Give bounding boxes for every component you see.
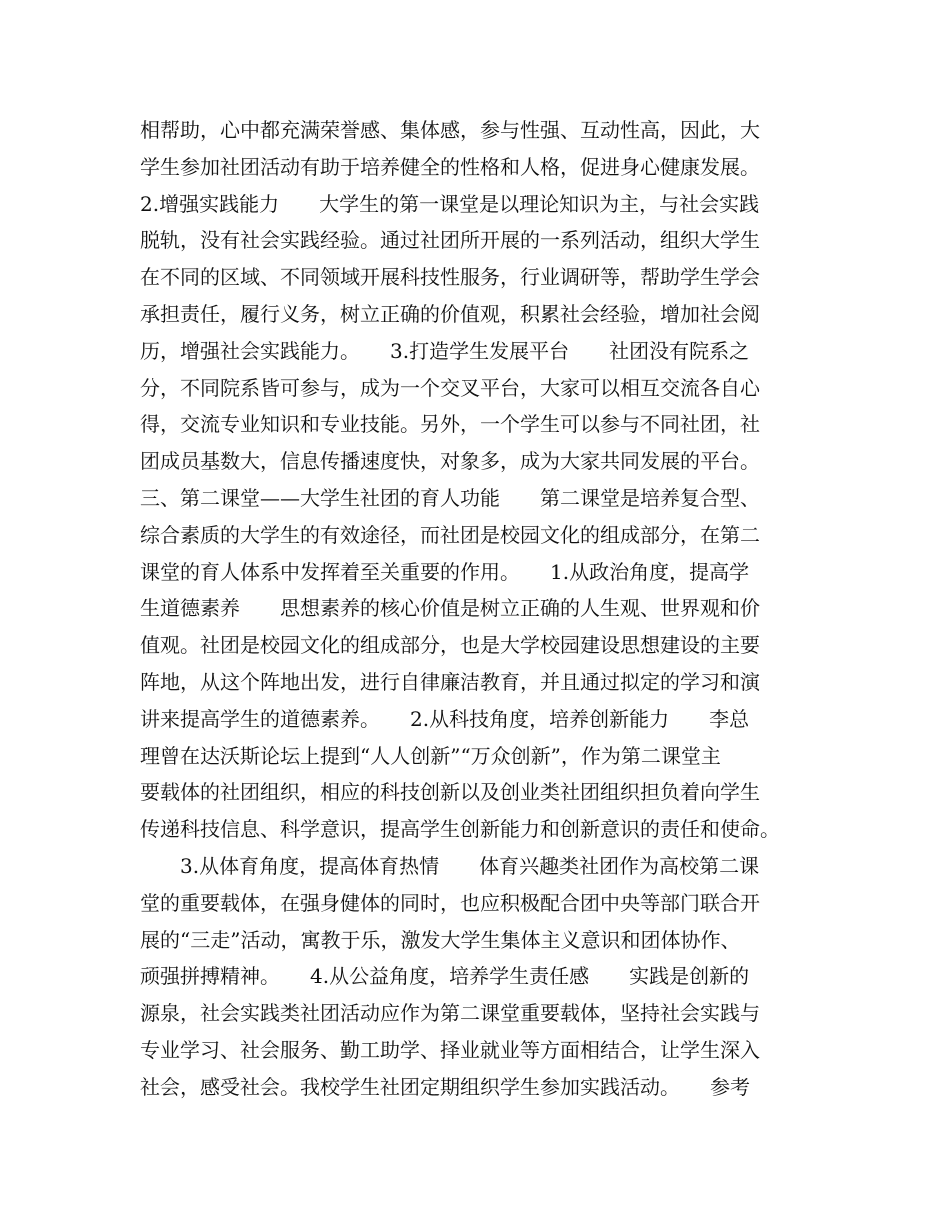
text-line-25: 源泉，社会实践类社团活动应作为第二课堂重要载体，坚持社会实践与 — [140, 1001, 760, 1026]
text-line-7: 历，增强社会实践能力。 3.打造学生发展平台 社团没有院系之 — [140, 338, 750, 363]
text-line-20: 传递科技信息、科学意识，提高学生创新能力和创新意识的责任和使命。 — [140, 817, 780, 842]
text-line-22: 堂的重要载体，在强身健体的同时，也应积极配合团中央等部门联合开 — [140, 890, 760, 915]
text-line-17: 讲来提高学生的道德素养。 2.从科技角度，培养创新能力 李总 — [140, 706, 750, 731]
text-line-26: 专业学习、社会服务、勤工助学、择业就业等方面相结合，让学生深入 — [140, 1037, 760, 1062]
text-line-1: 相帮助，心中都充满荣誉感、集体感，参与性强、互动性高，因此，大 — [140, 118, 760, 142]
text-line-9: 得，交流专业知识和专业技能。另外，一个学生可以参与不同社团，社 — [140, 412, 760, 437]
text-line-6: 承担责任，履行义务，树立正确的价值观，积累社会经验，增加社会阅 — [140, 301, 760, 326]
text-line-18: 理曾在达沃斯论坛上提到“人人创新”“万众创新”，作为第二课堂主 — [140, 743, 721, 768]
text-line-27: 社会，感受社会。我校学生社团定期组织学生参加实践活动。 参考 — [140, 1074, 750, 1099]
text-line-10: 团成员基数大，信息传播速度快，对象多，成为大家共同发展的平台。 — [140, 449, 760, 474]
text-line-2: 学生参加社团活动有助于培养健全的性格和人格，促进身心健康发展。 — [140, 154, 760, 179]
text-line-16: 阵地，从这个阵地出发，进行自律廉洁教育，并且通过拟定的学习和演 — [140, 669, 760, 694]
text-line-13: 课堂的育人体系中发挥着至关重要的作用。 1.从政治角度，提高学 — [140, 559, 750, 584]
text-line-23: 展的“三走”活动，寓教于乐，激发大学生集体主义意识和团体协作、 — [140, 927, 741, 952]
text-line-4: 脱轨，没有社会实践经验。通过社团所开展的一系列活动，组织大学生 — [140, 228, 760, 253]
text-line-21: 3.从体育角度，提高体育热情 体育兴趣类社团作为高校第二课 — [140, 853, 760, 878]
text-line-12: 综合素质的大学生的有效途径，而社团是校园文化的组成部分，在第二 — [140, 522, 760, 547]
body-text — [140, 112, 830, 1106]
text-line-5: 在不同的区域、不同领域开展科技性服务，行业调研等，帮助学生学会 — [140, 265, 760, 290]
text-line-15: 值观。社团是校园文化的组成部分，也是大学校园建设思想建设的主要 — [140, 633, 760, 658]
text-line-11: 三、第二课堂——大学生社团的育人功能 第二课堂是培养复合型、 — [140, 485, 760, 510]
text-line-3: 2.增强实践能力 大学生的第一课堂是以理论知识为主，与社会实践 — [140, 191, 760, 216]
text-line-19: 要载体的社团组织，相应的科技创新以及创业类社团组织担负着向学生 — [140, 780, 760, 805]
text-line-24: 顽强拼搏精神。 4.从公益角度，培养学生责任感 实践是创新的 — [140, 964, 750, 989]
text-line-8: 分，不同院系皆可参与，成为一个交叉平台，大家可以相互交流各自心 — [140, 375, 760, 400]
text-line-14: 生道德素养 思想素养的核心价值是树立正确的人生观、世界观和价 — [140, 596, 760, 621]
